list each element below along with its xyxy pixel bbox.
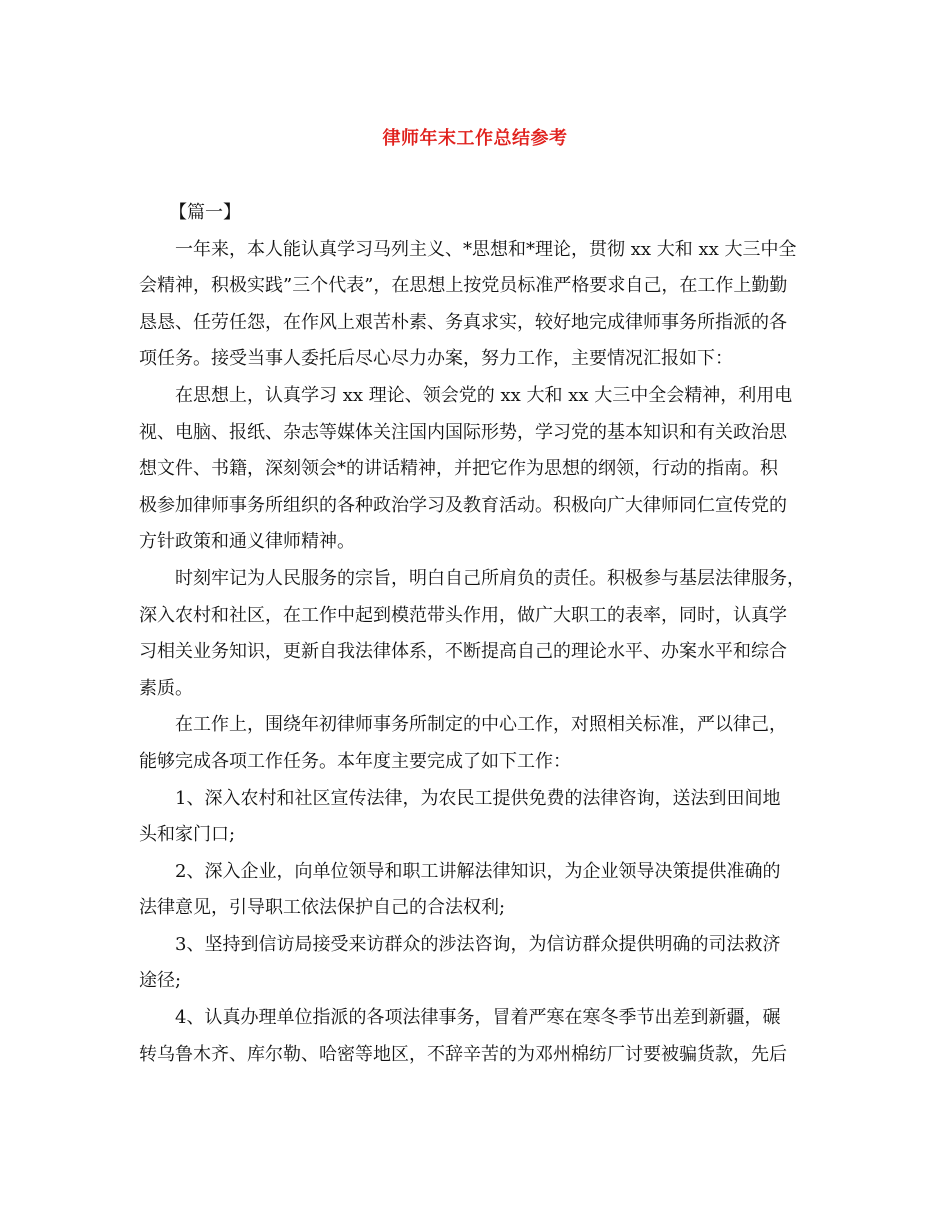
paragraph-line: 恳恳、任劳任怨，在作风上艰苦朴素、务真求实，较好地完成律师事务所指派的各 <box>139 311 787 333</box>
document-title: 律师年末工作总结参考 <box>382 128 568 149</box>
paragraph-line: 会精神，积极实践”三个代表”，在思想上按党员标准严格要求自己，在工作上勤勤 <box>139 275 788 297</box>
paragraph-line: 时刻牢记为人民服务的宗旨，明白自己所肩负的责任。积极参与基层法律服务， <box>175 567 805 589</box>
paragraph-line: 4、认真办理单位指派的各项法律事务，冒着严寒在寒冬季节出差到新疆，碾 <box>175 1007 781 1029</box>
paragraph-line: 极参加律师事务所组织的各种政治学习及教育活动。积极向广大律师同仁宣传党的 <box>139 494 787 516</box>
paragraph-line: 素质。 <box>139 677 193 699</box>
list-item-1 <box>139 781 821 854</box>
paragraph-1 <box>139 232 821 378</box>
paragraph-line: 习相关业务知识，更新自我法律体系，不断提高自己的理论水平、办案水平和综合 <box>139 641 787 663</box>
paragraph-line: 视、电脑、报纸、杂志等媒体关注国内国际形势，学习党的基本知识和有关政治思 <box>139 421 787 443</box>
paragraph-line: 1、深入农村和社区宣传法律，为农民工提供免费的法律咨询，送法到田间地 <box>175 787 781 809</box>
paragraph-line: 头和家门口; <box>139 824 236 846</box>
document-body <box>139 195 821 1073</box>
list-item-3 <box>139 927 821 1000</box>
list-item-2 <box>139 854 821 927</box>
paragraph-line: 3、坚持到信访局接受来访群众的涉法咨询，为信访群众提供明确的司法救济 <box>175 933 781 955</box>
paragraph-line: 途径; <box>139 970 182 992</box>
paragraph-4 <box>139 707 821 780</box>
paragraph-line: 项任务。接受当事人委托后尽心尽力办案，努力工作，主要情况汇报如下： <box>139 348 733 370</box>
list-item-4 <box>139 1000 821 1073</box>
paragraph-line: 2、深入企业，向单位领导和职工讲解法律知识，为企业领导决策提供准确的 <box>175 860 781 882</box>
paragraph-3 <box>139 561 821 707</box>
paragraph-2 <box>139 378 821 561</box>
paragraph-line: 转乌鲁木齐、库尔勒、哈密等地区，不辞辛苦的为邓州棉纺厂讨要被骗货款，先后 <box>139 1043 787 1065</box>
paragraph-line: 在工作上，围绕年初律师事务所制定的中心工作，对照相关标准，严以律己， <box>175 714 787 736</box>
paragraph-line: 一年来，本人能认真学习马列主义、*思想和*理论，贯彻 xx 大和 xx 大三中全 <box>175 238 797 260</box>
paragraph-line: 想文件、书籍，深刻领会*的讲话精神，并把它作为思想的纲领，行动的指南。积 <box>139 458 778 480</box>
paragraph-line: 方针政策和通义律师精神。 <box>139 531 355 553</box>
section-heading: 【篇一】 <box>169 202 241 223</box>
paragraph-line: 深入农村和社区，在工作中起到模范带头作用，做广大职工的表率，同时，认真学 <box>139 604 787 626</box>
paragraph-line: 在思想上，认真学习 xx 理论、领会党的 xx 大和 xx 大三中全会精神，利用电 <box>175 384 793 406</box>
paragraph-line: 法律意见，引导职工依法保护自己的合法权利; <box>139 897 506 919</box>
paragraph-line: 能够完成各项工作任务。本年度主要完成了如下工作： <box>139 750 571 772</box>
